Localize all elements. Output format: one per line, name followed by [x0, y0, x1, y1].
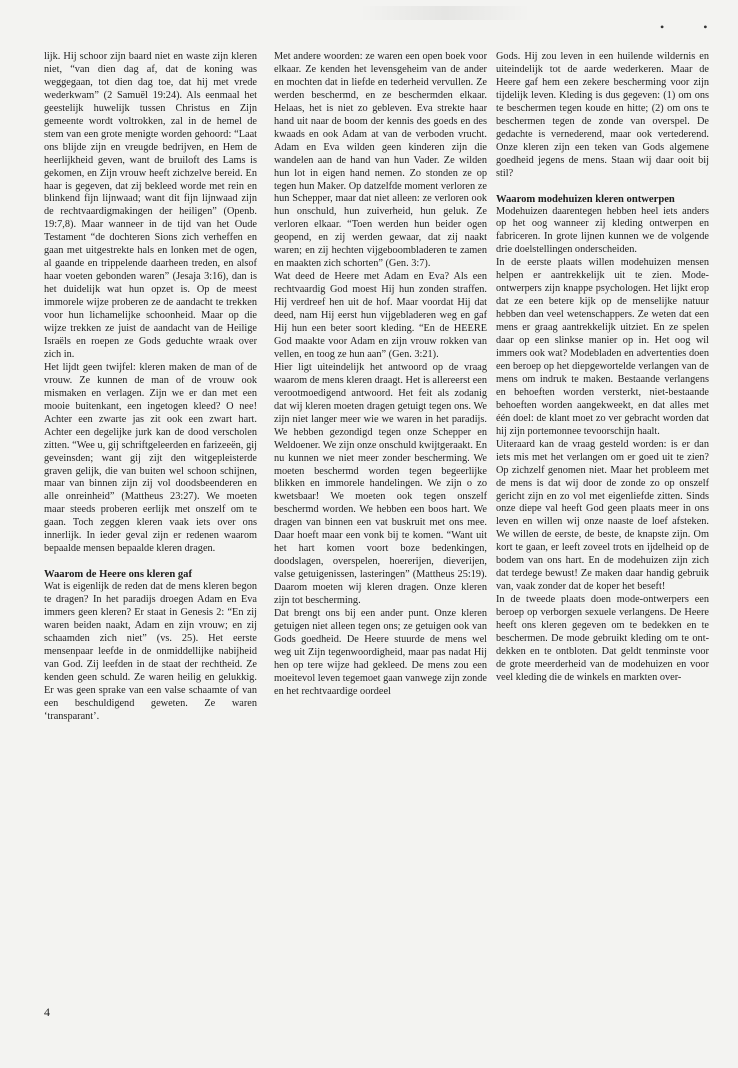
- page-top-margin: [0, 0, 738, 34]
- paragraph: Dat brengt ons bij een ander punt. Onze kleren getuigen niet alleen tegen ons; ze getuigen ook van Gods goedheid. De Heere stuurde de mens wel weg uit Zijn tegenwoordigheid, maar pas nadat Hij hen op tere wijze had gekleed. De mens zou een moeitevol leven tegemoet gaan vanwege zijn zonde en het rechtvaardige oordeel: [274, 607, 487, 697]
- paragraph: Met andere woorden: ze waren een open boek voor elkaar. Ze kenden het levensgeheim van de ander en mochten dat in liefde en tederheid vervullen. Ze werden beschermd, en ze beschermden elkaar. Helaas, het is niet zo gebleven. Eva strekte haar hand uit naar de boom der kennis des goeds en des kwaads en ook Adam at van de verboden vrucht. Adam en Eva wilden geen kinderen zijn die wandelen aan de hand van hun Vader. Ze wilden hun lot in eigen hand nemen. Zo stonden ze op tegen hun Maker. Op datzelfde moment verloren ze hun Schepper, maar dat niet alleen: ze verloren ook hun onschuld, hun zuiverheid, hun geluk. Ze verloren elkaar. “Toen werden hun beider ogen geopend, en zij werden gewaar, dat zij naakt waren; en zij hechten vijgeboombladeren te zamen en maakten zich schorten” (Gen. 3:7).: [274, 51, 487, 270]
- section-heading: Waarom modehuizen kleren ontwerpen: [496, 193, 675, 205]
- text-column-2: [274, 51, 487, 699]
- paragraph: Wat deed de Heere met Adam en Eva? Als een rechtvaardig God moest Hij hun zonden straffen. Hij verdreef hen uit de hof. Maar voordat Hij dat deed, nam Hij eerst hun vijgebladeren weg en gaf Hij hun een beter soort kleding. “En de HEERE God maakte voor Adam en zijn vrouw rokken van vellen, en toog ze hun aan” (Gen. 3:21).: [274, 271, 487, 360]
- scan-smudge: [360, 6, 530, 20]
- paragraph: Modehuizen daarentegen hebben heel iets anders op het oog wanneer zij kleding ontwerpen en fabriceren. In grote lijnen kunnen we de volgende drie doelstellingen onderscheiden.: [496, 205, 709, 256]
- paragraph: In de eerste plaats willen modehuizen mensen helpen er aantrekkelijk uit te zien. Mode-ontwerpers zijn knappe psychologen. Het lijkt erop dat ze een betere kijk op de menselijke natuur hebben dan veel wetenschappers. Ze weten dat een mens er graag aantrekkelijk uitziet. En ze spelen daar op een slinkse manier op in. Het oog wil immers ook wat? Modebladen en advertenties doen een beroep op het diepgewortelde verlangen van de mens om indruk te maken. Bestaande verlangens en behoeften worden versterkt, niet-bestaande behoeften worden aangekweekt, en dat alles met één doel: de klant moet zo ver gebracht worden dat hij zijn portemonnee tevoorschijn haalt.: [496, 257, 709, 437]
- paragraph: Gods. Hij zou leven in een huilende wildernis en uiteindelijk tot de aarde wederkeren. Maar de Heere gaf hem een zekere bescherming voor zijn tijdelijk leven. Kleding is dus gegeven: (1) om ons te beschermen tegen koude en hitte; (2) om ons te beschermen tegen de zonde van overspel. De gedachte is vernederend, maar ook vertederend. Onze kleren zijn een teken van Gods algemene goedheid jegens de mens. Staan wij daar ooit bij stil?: [496, 51, 709, 179]
- section-heading: Waarom de Heere ons kleren gaf: [44, 569, 193, 581]
- text-column-1: [44, 51, 257, 724]
- paragraph: In de tweede plaats doen mode-ontwerpers een beroep op verborgen sexuele verlangens. De Heere heeft ons kleren gegeven om te bedekken en te beschermen. De mode gebruikt kleding om te ont-dekken en te ontbloten. Dat geldt tenminste voor de grote meerderheid van de modehuizen en voor veel kleding die de winkels en markten over-: [496, 594, 709, 683]
- paragraph: Het lijdt geen twijfel: kleren maken de man of de vrouw. Ze kunnen de man of de vrouw ook mismaken en verlagen. Zijn we er dan met een mooie buitenkant, een ingetogen kleed? O nee! Achter een zwarte jas zit ook een zwart hart. Achter een degelijke jurk kan de dood verscholen zitten. “Wee u, gij schriftgeleerden en farizeeën, gij geveinsden; want gij zijt den witgepleisterde graven gelijk, die van buiten wel schoon schijnen, maar van binnen zijn zij vol doodsbeenderen en alle onreinheid” (Mattheus 23:27). We moeten maar steeds proberen eerlijk met onszelf om te gaan. Toch zeggen kleren vaak iets over ons innerlijk. In ieder geval zijn er redenen waarom bepaalde mensen bepaalde kleren dragen.: [44, 361, 257, 555]
- paragraph: Hier ligt uiteindelijk het antwoord op de vraag waarom de mens kleren draagt. Het is allereerst een verootmoedigend antwoord. Het feit als zodanig dat wij kleren moeten dragen getuigt tegen ons. We zijn niet langer meer wie we waren in het paradijs. We hebben gezondigd tegen onze Schepper en Weldoener. We zijn onze onschuld kwijtgeraakt. En nu kunnen we niet meer zonder bescherming. We moeten beschermd worden tegen begeerlijke blikken en immorele handelingen. We zijn o zo kwetsbaar! We moeten ook tegen onszelf beschermd worden. We hebben een boos hart. We dragen van binnen een vat buskruit met ons mee. Daar hoeft maar een vonk bij te komen. “Want uit het hart komen voort boze bedenkingen, doodslagen, overspelen, hoererijen, dieverijen, valse getuigenissen, lasteringen” (Mattheus 25:19). Daarom moeten wij kleren dragen. Onze kleren zijn tot bescherming.: [274, 361, 487, 607]
- page-number: 4: [44, 1005, 50, 1019]
- text-column-3: [496, 51, 709, 685]
- paragraph: Uiteraard kan de vraag gesteld worden: is er dan iets mis met het verlangen om er goed uit te zien? Op zichzelf genomen niet. Maar het probleem met de mens is dat wij door de zonde zo op onszelf gericht zijn en zo vol met eigenliefde zitten. Sinds onze diepe val heeft God geen plaats meer in ons leven en willen wij onze naaste de loef afsteken. We willen de eerste, de beste, de knapste zijn. Om kort te gaan, er leeft zoveel trots en ijdelheid op de bodem van ons hart. En de modehuizen zijn zich dat terdege bewust! Ze maken daar handig gebruik van, vaak zonder dat de koper het beseft!: [496, 438, 709, 593]
- paragraph: lijk. Hij schoor zijn baard niet en waste zijn kleren niet, “van dien dag af, dat de koning was weggegaan, tot dien dag toe, dat hij met vrede wederkwam” (2 Samuël 19:24). Als eenmaal het geestelijk huwelijk tussen Christus en Zijn gemeente wordt voltrokken, zal in de hemel de stem van een grote menigte worden gehoord: “Laat ons blijde zijn en vreugde bedrijven, en Hem de heerlijkheid geven, want de bruiloft des Lams is gekomen, en Zijn vrouw heeft zichzelve bereid. En haar is gegeven, dat zij bekleed worde met rein en blinkend fijn lijnwaad; want dit fijn lijnwaad zijn de rechtvaardigmakingen der heiligen” (Openb. 19:7,8). Maar wanneer in de tijd van het Oude Testament “de dochteren Sions zich verheffen en gaan met uitgestrekte hals en lonken met de ogen, al gaande en trippelende daarheen treden, en alsof haar voeten gebonden waren” (Jesaja 3:16), dan is het duidelijk wat hun opzet is. Op de meest immorele wijze proberen ze de aandacht te trekken voor hun lichamelijke schoonheid. Maar op die wijze trekken ze juist de aandacht van de Heilige Israëls en roepen ze Gods geduchte wraak over zich in.: [44, 51, 257, 360]
- scan-specks: • •: [660, 20, 726, 34]
- paragraph: Wat is eigenlijk de reden dat de mens kleren begon te dragen? In het paradijs droegen Adam en Eva immers geen kleren? Er staat in Genesis 2: “En zij waren beiden naakt, Adam en zijn vrouw; en zij schaamden zich niet” (vs. 25). Het eerste mensenpaar leefde in de onmiddellijke nabijheid van God. Zij leefden in de staat der rechtheid. Ze kenden geen schuld. Ze waren heilig en gelukkig. Er was geen sprake van een valse schaamte of van een beschuldigend geweten. Ze waren ‘transparant’.: [44, 581, 257, 722]
